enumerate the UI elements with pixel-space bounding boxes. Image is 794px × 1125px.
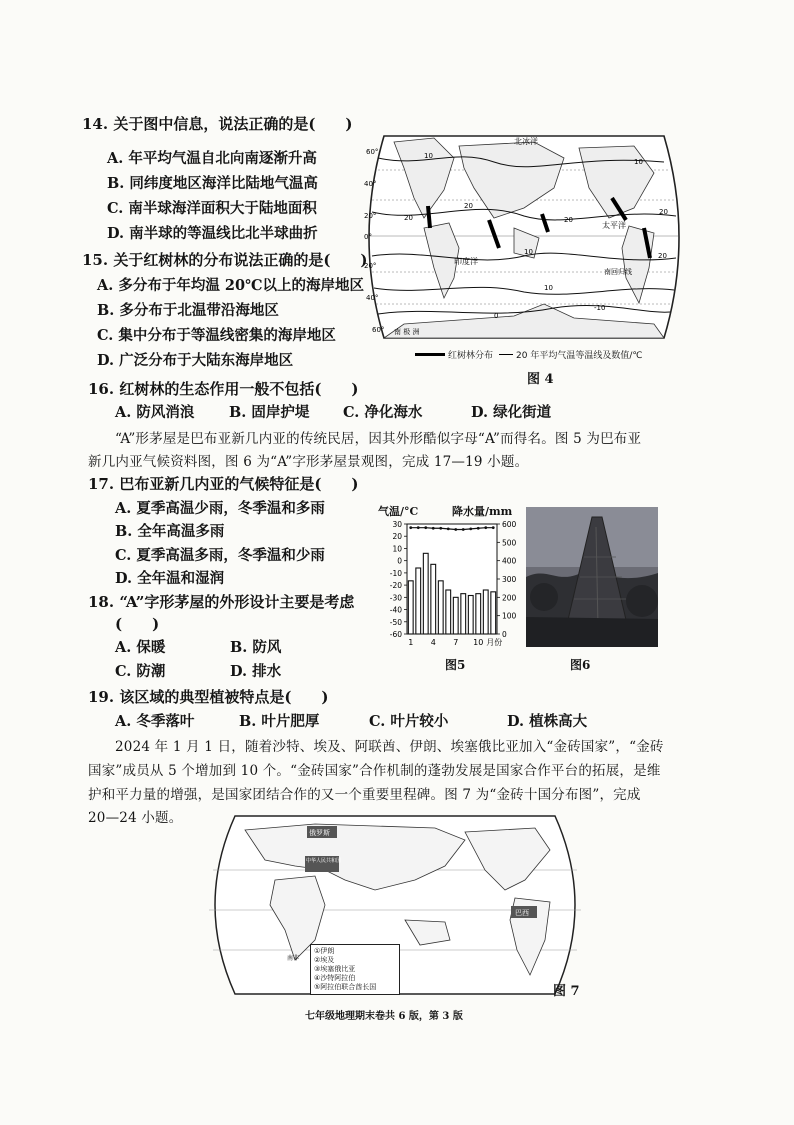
q16-option-d[interactable]: D. 绿化街道 bbox=[471, 404, 552, 421]
temperature-point bbox=[424, 526, 427, 529]
temperature-point bbox=[492, 526, 495, 529]
precip-bar bbox=[461, 594, 466, 634]
legend-isotherm-swatch bbox=[499, 354, 513, 355]
label-beibingyang: 北冰洋 bbox=[514, 137, 538, 146]
temperature-point bbox=[484, 526, 487, 529]
climate-chart-svg bbox=[375, 518, 525, 658]
fig7-legend-item-3: ③埃塞俄比亚 bbox=[314, 965, 356, 973]
q15-option-d[interactable]: D. 广泛分布于大陆东海岸地区 bbox=[97, 352, 294, 369]
figure-6-caption: 图6 bbox=[570, 658, 591, 672]
intro-17-19-line-1: “A”形茅屋是巴布亚新几内亚的传统民居，因其外形酷似字母“A”而得名。图 5 为巴布亚 bbox=[115, 431, 642, 447]
left-tick-label: -60 bbox=[389, 630, 402, 639]
q17-option-c[interactable]: C. 夏季高温多雨，冬季温和少雨 bbox=[115, 547, 325, 564]
label-nanhuiguixian: 南回归线 bbox=[604, 268, 632, 276]
precip-bar bbox=[483, 590, 488, 634]
svg-text:60°: 60° bbox=[372, 326, 385, 334]
q18-options-row-2 bbox=[115, 660, 281, 681]
q18-option-a[interactable]: A. 保暖 bbox=[115, 639, 166, 656]
temperature-point bbox=[417, 526, 420, 529]
precip-bar bbox=[491, 592, 496, 634]
svg-text:20: 20 bbox=[464, 202, 473, 210]
q17-option-d[interactable]: D. 全年温和湿润 bbox=[115, 570, 225, 587]
left-tick-label: 30 bbox=[392, 520, 402, 529]
q16-option-c[interactable]: C. 净化海水 bbox=[343, 404, 423, 421]
right-tick-label: 200 bbox=[502, 593, 517, 603]
svg-text:60°: 60° bbox=[366, 148, 379, 156]
svg-text:20: 20 bbox=[659, 208, 668, 216]
intro-17-19-line-2: 新几内亚气候资料图，图 6 为“A”字形茅屋景观图，完成 17—19 小题。 bbox=[88, 454, 529, 470]
q18-options-row-1 bbox=[115, 636, 281, 657]
question-14-stem: 14. 关于图中信息，说法正确的是( ) bbox=[82, 115, 353, 133]
left-tick-label: 20 bbox=[392, 532, 402, 542]
question-18-paren: ( ) bbox=[115, 615, 160, 633]
left-tick-label: 0 bbox=[397, 556, 402, 566]
left-tick-label: -50 bbox=[389, 617, 402, 627]
right-tick-label: 600 bbox=[502, 520, 517, 529]
figure-5-chart bbox=[375, 518, 525, 658]
precip-bar bbox=[453, 597, 458, 634]
legend-isotherm-label: 20 年平均气温等温线及数值/℃ bbox=[516, 351, 643, 361]
q18-option-b[interactable]: B. 防风 bbox=[230, 639, 282, 656]
temperature-point bbox=[447, 527, 450, 530]
q16-option-b[interactable]: B. 固岸护堤 bbox=[229, 404, 310, 421]
precip-bar bbox=[438, 581, 443, 634]
fig7-label-russia: 俄罗斯 bbox=[309, 829, 330, 837]
right-tick-label: 0 bbox=[502, 630, 507, 639]
fig7-label-brazil: 巴西 bbox=[515, 909, 529, 917]
q19-option-d[interactable]: D. 植株高大 bbox=[507, 713, 588, 730]
legend-mangrove-label: 红树林分布 bbox=[448, 351, 494, 361]
x-axis-label: 月份 bbox=[486, 638, 503, 647]
temperature-point bbox=[454, 528, 457, 531]
right-tick-label: 400 bbox=[502, 556, 517, 566]
figure-4-legend bbox=[415, 348, 642, 361]
svg-text:10: 10 bbox=[524, 248, 533, 256]
fig5-right-axis-title: 降水量/mm bbox=[452, 505, 513, 518]
q15-option-b[interactable]: B. 多分布于北温带沿海地区 bbox=[97, 302, 279, 319]
q19-option-a[interactable]: A. 冬季落叶 bbox=[115, 713, 195, 730]
svg-text:20: 20 bbox=[564, 216, 573, 224]
figure-7-legend bbox=[310, 944, 400, 995]
q16-option-a[interactable]: A. 防风消浪 bbox=[115, 404, 195, 421]
intro-20-24-line-2: 国家”成员从 5 个增加到 10 个。“金砖国家”合作机制的蓬勃发展是国家合作平台的拓展，是维 bbox=[88, 763, 661, 779]
precip-bar bbox=[446, 590, 451, 634]
x-tick-label: 4 bbox=[430, 638, 436, 647]
q19-options bbox=[115, 710, 587, 731]
precip-bar bbox=[476, 594, 481, 634]
temperature-point bbox=[432, 527, 435, 530]
svg-text:20°: 20° bbox=[364, 262, 377, 270]
q17-option-b[interactable]: B. 全年高温多雨 bbox=[115, 523, 225, 540]
question-19-stem: 19. 该区域的典型植被特点是( ) bbox=[88, 688, 329, 706]
figure-5-caption: 图5 bbox=[445, 658, 466, 672]
temperature-point bbox=[462, 528, 465, 531]
figure-4-map bbox=[364, 128, 684, 363]
fig7-label-south-africa: 南非 bbox=[287, 955, 300, 962]
figure-4-caption: 图 4 bbox=[527, 372, 554, 387]
svg-text:20°: 20° bbox=[364, 212, 377, 220]
svg-text:40°: 40° bbox=[366, 294, 379, 302]
precip-bar bbox=[468, 596, 473, 635]
svg-text:10: 10 bbox=[544, 284, 553, 292]
q19-option-c[interactable]: C. 叶片较小 bbox=[369, 713, 449, 730]
svg-text:0: 0 bbox=[494, 312, 499, 320]
label-yinduyang: 印度洋 bbox=[454, 257, 478, 266]
temperature-point bbox=[409, 526, 412, 529]
question-16-stem: 16. 红树林的生态作用一般不包括( ) bbox=[88, 380, 359, 398]
svg-text:40°: 40° bbox=[364, 180, 377, 188]
fig7-label-china: 中华人民共和国 bbox=[306, 858, 342, 864]
question-17-stem: 17. 巴布亚新几内亚的气候特征是( ) bbox=[88, 475, 359, 493]
fig7-legend-item-5: ⑤阿拉伯联合酋长国 bbox=[314, 983, 377, 991]
q14-option-c[interactable]: C. 南半球海洋面积大于陆地面积 bbox=[107, 200, 317, 217]
question-18-stem: 18. “A”字形茅屋的外形设计主要是考虑 bbox=[88, 593, 355, 611]
svg-text:10: 10 bbox=[424, 152, 433, 160]
q19-option-b[interactable]: B. 叶片肥厚 bbox=[239, 713, 320, 730]
q16-options bbox=[115, 401, 551, 422]
q18-option-d[interactable]: D. 排水 bbox=[230, 663, 282, 680]
left-tick-label: 10 bbox=[392, 544, 402, 554]
fig7-legend-item-2: ②埃及 bbox=[314, 956, 335, 964]
intro-20-24-line-3: 护和平力量的增强，是国家团结合作的又一个重要里程碑。图 7 为“金砖十国分布图”，完成 bbox=[88, 787, 641, 803]
fig5-left-axis-title: 气温/°C bbox=[378, 505, 419, 518]
fig7-legend-item-1: ①伊朗 bbox=[314, 947, 335, 955]
right-tick-label: 100 bbox=[502, 611, 517, 621]
right-tick-label: 500 bbox=[502, 538, 517, 548]
legend-mangrove-swatch bbox=[415, 353, 445, 356]
label-taipingyang: 太平洋 bbox=[602, 221, 626, 230]
left-tick-label: -10 bbox=[389, 568, 402, 578]
intro-20-24-line-4: 20—24 小题。 bbox=[88, 810, 183, 826]
svg-text:10: 10 bbox=[634, 158, 643, 166]
svg-text:-10: -10 bbox=[594, 304, 606, 312]
label-nanjizhou: 南 极 洲 bbox=[394, 328, 420, 336]
question-15-stem: 15. 关于红树林的分布说法正确的是( ) bbox=[82, 251, 368, 269]
intro-20-24-line-1: 2024 年 1 月 1 日，随着沙特、埃及、阿联酋、伊朗、埃塞俄比亚加入“金砖国家”，“金砖 bbox=[115, 739, 664, 755]
left-tick-label: -30 bbox=[389, 593, 402, 603]
figure-6-photo bbox=[526, 507, 658, 647]
q14-option-a[interactable]: A. 年平均气温自北向南逐渐升高 bbox=[107, 150, 317, 167]
page-footer: 七年级地理期末卷共 6 版，第 3 版 bbox=[305, 1011, 463, 1022]
x-tick-label: 1 bbox=[408, 638, 414, 647]
left-tick-label: -20 bbox=[389, 581, 402, 591]
precip-bar bbox=[408, 581, 413, 634]
svg-text:20: 20 bbox=[658, 252, 667, 260]
q15-option-a[interactable]: A. 多分布于年均温 20℃以上的海岸地区 bbox=[97, 277, 364, 294]
q18-option-c[interactable]: C. 防潮 bbox=[115, 663, 166, 680]
fig7-legend-item-4: ④沙特阿拉伯 bbox=[314, 974, 356, 982]
figure-7-caption: 图 7 bbox=[553, 984, 580, 999]
svg-text:20: 20 bbox=[404, 214, 413, 222]
x-tick-label: 7 bbox=[453, 638, 459, 647]
q14-option-d[interactable]: D. 南半球的等温线比北半球曲折 bbox=[107, 225, 318, 242]
left-tick-label: -40 bbox=[389, 605, 402, 615]
precip-bar bbox=[431, 564, 436, 634]
svg-text:0°: 0° bbox=[364, 233, 372, 241]
precip-bar bbox=[416, 568, 421, 634]
temperature-point bbox=[469, 527, 472, 530]
q15-option-c[interactable]: C. 集中分布于等温线密集的海岸地区 bbox=[97, 327, 336, 344]
temperature-point bbox=[477, 527, 480, 530]
q17-option-a[interactable]: A. 夏季高温少雨，冬季温和多雨 bbox=[115, 500, 325, 517]
x-tick-label: 10 bbox=[473, 638, 484, 647]
temperature-point bbox=[439, 527, 442, 530]
right-tick-label: 300 bbox=[502, 575, 517, 584]
q14-option-b[interactable]: B. 同纬度地区海洋比陆地气温高 bbox=[107, 175, 318, 192]
precip-bar bbox=[423, 553, 428, 634]
